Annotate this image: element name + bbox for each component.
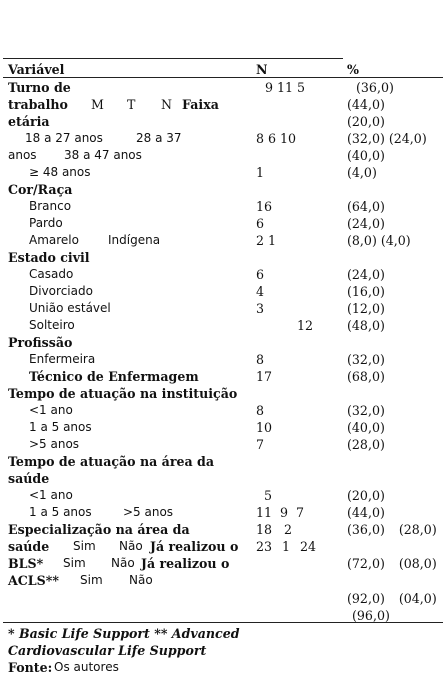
age-1: 18 a 27 anos — [25, 131, 103, 145]
solteiro-label: Solteiro — [29, 318, 75, 332]
nao-1: Não — [119, 539, 143, 553]
tecnico-label: Técnico de Enfermagem — [29, 369, 199, 384]
tecnico-pct: (68,0) — [347, 369, 385, 384]
inst-3-n: 7 — [256, 437, 265, 452]
acls-label: ACLS** — [8, 573, 59, 588]
area-1-label: <1 ano — [29, 488, 73, 502]
age-ns: 8 6 10 — [256, 131, 297, 146]
uniao-label: União estável — [29, 301, 111, 315]
age-3: 38 a 47 anos — [64, 148, 142, 162]
turno-pct-2: (44,0) — [347, 97, 385, 112]
saude-label: saúde — [8, 539, 50, 554]
amarelo-indigena-n: 2 1 — [256, 233, 277, 248]
turno-ns: 9 11 5 — [265, 80, 306, 95]
enfermeira-n: 8 — [256, 352, 265, 367]
ja-realizou-2: Já realizou o — [141, 556, 230, 571]
header-pct: % — [347, 62, 359, 77]
turno-pct-1: (36,0) — [356, 80, 394, 95]
age-pct-1: (32,0) (24,0) — [347, 131, 427, 146]
tecnico-n: 17 — [256, 369, 273, 384]
nao-2: Não — [111, 556, 135, 570]
inst-1-label: <1 ano — [29, 403, 73, 417]
solteiro-pct: (48,0) — [347, 318, 385, 333]
pardo-label: Pardo — [29, 216, 63, 230]
turno-title-2: trabalho — [8, 97, 68, 112]
top-rule — [3, 58, 343, 59]
area-3-label: >5 anos — [123, 505, 174, 519]
area-2-label: 1 a 5 anos — [29, 505, 92, 519]
area-2-pct: (44,0) — [347, 505, 385, 520]
esp-pct-4: (96,0) — [352, 608, 390, 623]
header-variable: Variável — [8, 62, 65, 77]
pardo-pct: (24,0) — [347, 216, 385, 231]
cor-title: Cor/Raça — [8, 182, 73, 197]
divorciado-pct: (16,0) — [347, 284, 385, 299]
indigena-label: Indígena — [108, 233, 161, 247]
footnote-line-2: Cardiovascular Life Support — [8, 643, 207, 658]
turno-m: M — [91, 97, 104, 112]
divorciado-n: 4 — [256, 284, 265, 299]
casado-n: 6 — [256, 267, 265, 282]
casado-pct: (24,0) — [347, 267, 385, 282]
uniao-pct: (12,0) — [347, 301, 385, 316]
uniao-n: 3 — [256, 301, 265, 316]
esp-pct-1: (36,0) (28,0) — [347, 522, 437, 537]
branco-pct: (64,0) — [347, 199, 385, 214]
age-4-n: 1 — [256, 165, 265, 180]
age-pct-2: (40,0) — [347, 148, 385, 163]
casado-label: Casado — [29, 267, 74, 281]
area-1-pct: (20,0) — [347, 488, 385, 503]
esp-n-2: 23 1 24 — [256, 539, 317, 554]
area-1-n: 5 — [264, 488, 273, 503]
etaria-label: etária — [8, 114, 50, 129]
inst-2-n: 10 — [256, 420, 273, 435]
turno-t: T — [127, 97, 136, 112]
inst-2-pct: (40,0) — [347, 420, 385, 435]
inst-title: Tempo de atuação na instituição — [8, 386, 238, 401]
ja-realizou-1: Já realizou o — [150, 539, 239, 554]
branco-label: Branco — [29, 199, 72, 213]
inst-3-pct: (28,0) — [347, 437, 385, 452]
sim-2: Sim — [63, 556, 86, 570]
sim-1: Sim — [73, 539, 96, 553]
header-rule — [3, 77, 443, 78]
turno-n: N — [161, 97, 173, 112]
bls-label: BLS* — [8, 556, 44, 571]
inst-1-pct: (32,0) — [347, 403, 385, 418]
turno-title-1: Turno de — [8, 80, 71, 95]
enfermeira-label: Enfermeira — [29, 352, 96, 366]
age-2: 28 a 37 — [136, 131, 182, 145]
esp-pct-3: (92,0) (04,0) — [347, 591, 437, 606]
inst-2-label: 1 a 5 anos — [29, 420, 92, 434]
age-4: ≥ 48 anos — [29, 165, 91, 179]
inst-3-label: >5 anos — [29, 437, 80, 451]
fonte-text: Os autores — [54, 660, 119, 674]
inst-1-n: 8 — [256, 403, 265, 418]
footnote-line-1: * Basic Life Support ** Advanced — [8, 626, 240, 641]
prof-title: Profissão — [8, 335, 73, 350]
area-title-1: Tempo de atuação na área da — [8, 454, 214, 469]
turno-pct-3: (20,0) — [347, 114, 385, 129]
amarelo-label: Amarelo — [29, 233, 79, 247]
solteiro-n: 12 — [297, 318, 314, 333]
esp-title: Especialização na área da — [8, 522, 190, 537]
branco-n: 16 — [256, 199, 273, 214]
nao-3: Não — [129, 573, 153, 587]
sim-3: Sim — [80, 573, 103, 587]
esp-n-1: 18 2 — [256, 522, 293, 537]
age-anos: anos — [8, 148, 37, 162]
faixa-label: Faixa — [182, 97, 219, 112]
civil-title: Estado civil — [8, 250, 90, 265]
fonte-label: Fonte: — [8, 660, 53, 675]
esp-pct-2: (72,0) (08,0) — [347, 556, 437, 571]
divorciado-label: Divorciado — [29, 284, 93, 298]
enfermeira-pct: (32,0) — [347, 352, 385, 367]
pardo-n: 6 — [256, 216, 265, 231]
area-23-n: 11 9 7 — [256, 505, 305, 520]
age-4-pct: (4,0) — [347, 165, 377, 180]
area-title-2: saúde — [8, 471, 50, 486]
amarelo-indigena-pct: (8,0) (4,0) — [347, 233, 411, 248]
header-n: N — [256, 62, 268, 77]
